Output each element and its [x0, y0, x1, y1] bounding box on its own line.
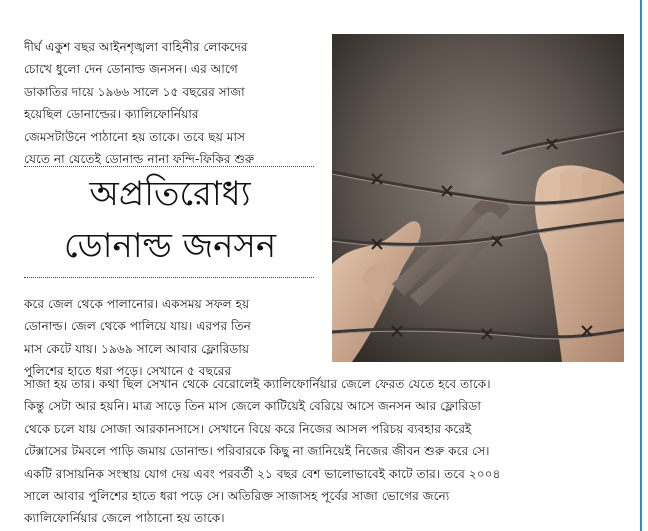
divider-top	[24, 166, 314, 167]
text-line: করে জেল থেকে পালানোর। একসময় সফল হয়	[24, 297, 250, 311]
article-photo	[332, 34, 624, 362]
text-line: একটি রাসায়নিক সংস্থায় যোগ দেয় এবং পরবর্তী ২১ বছর বেশ ভালোভাবেই কাটে তার। তবে ২০০৪	[24, 466, 501, 481]
text-line: যেতে না যেতেই ডোনাল্ড নানা ফন্দি-ফিকির শুরু	[24, 152, 255, 167]
text-line: পুলিশের হাতে ধরা পড়ে। সেখানে ৫ বছরের	[24, 364, 232, 379]
text-line: ক্যালিফোর্নিয়ার জেলে পাঠানো হয় তাকে।	[24, 511, 225, 526]
headline-line-1: অপ্রতিরোধ্য	[89, 174, 251, 214]
text-line: কিন্তু সেটা আর হয়নি। মাত্র সাড়ে তিন মাস জেলে কাটিয়েই বেরিয়ে আসে জনসন আর ফ্লোরিডা	[24, 399, 481, 414]
text-line: টেক্সাসের টমবলে পাড়ি জমায় ডোনাল্ড। পরিবারকে কিছু না জানিয়েই নিজের জীবন শুরু করে সে।	[24, 444, 490, 459]
page-edge-rule	[640, 0, 642, 531]
text-line: ডোনাল্ড। জেল থেকে পালিয়ে যায়। এরপর তিন	[24, 319, 251, 334]
text-line: চোখে ধুলো দেন ডোনাল্ড জনসন। এর আগে	[24, 62, 238, 77]
text-line: থেকে চলে যায় সোজা আরকানসাসে। সেখানে বিয়ে করে নিজের আসল পরিচয় ব্যবহার করেই	[24, 421, 472, 436]
text-line: জেমসটাউনে পাঠানো হয় তাকে। তবে ছয় মাস	[24, 129, 246, 144]
text-line: হয়েছিল ডোনাল্ডের। ক্যালিফোর্নিয়ার	[24, 107, 199, 122]
full-width-paragraph	[24, 373, 624, 530]
barbed-wire-hands-image	[332, 34, 624, 362]
continued-paragraph	[24, 293, 324, 383]
intro-paragraph	[24, 36, 316, 170]
text-line: ডাকাতির দায়ে ১৯৬৬ সালে ১৫ বছরের সাজা	[24, 84, 245, 99]
text-line: সাজা হয় তার। কথা ছিল সেখান থেকে বেরোলেই ক্যালিফোর্নিয়ার জেলে ফেরত যেতে হবে তাকে।	[24, 377, 491, 391]
text-line: দীর্ঘ একুশ বছর আইনশৃঙ্খলা বাহিনীর লোকদের	[24, 40, 248, 54]
text-line: সালে আবার পুলিশের হাতে ধরা পড়ে সে। অতিরিক্ত সাজাসহ পূর্বের সাজা ভোগের জন্যে	[24, 489, 450, 504]
text-line: মাস কেটে যায়। ১৯৬৯ সালে আবার ফ্লোরিডায়	[24, 341, 250, 356]
headline-line-2: ডোনাল্ড জনসন	[63, 226, 277, 266]
divider-bottom	[24, 277, 314, 278]
